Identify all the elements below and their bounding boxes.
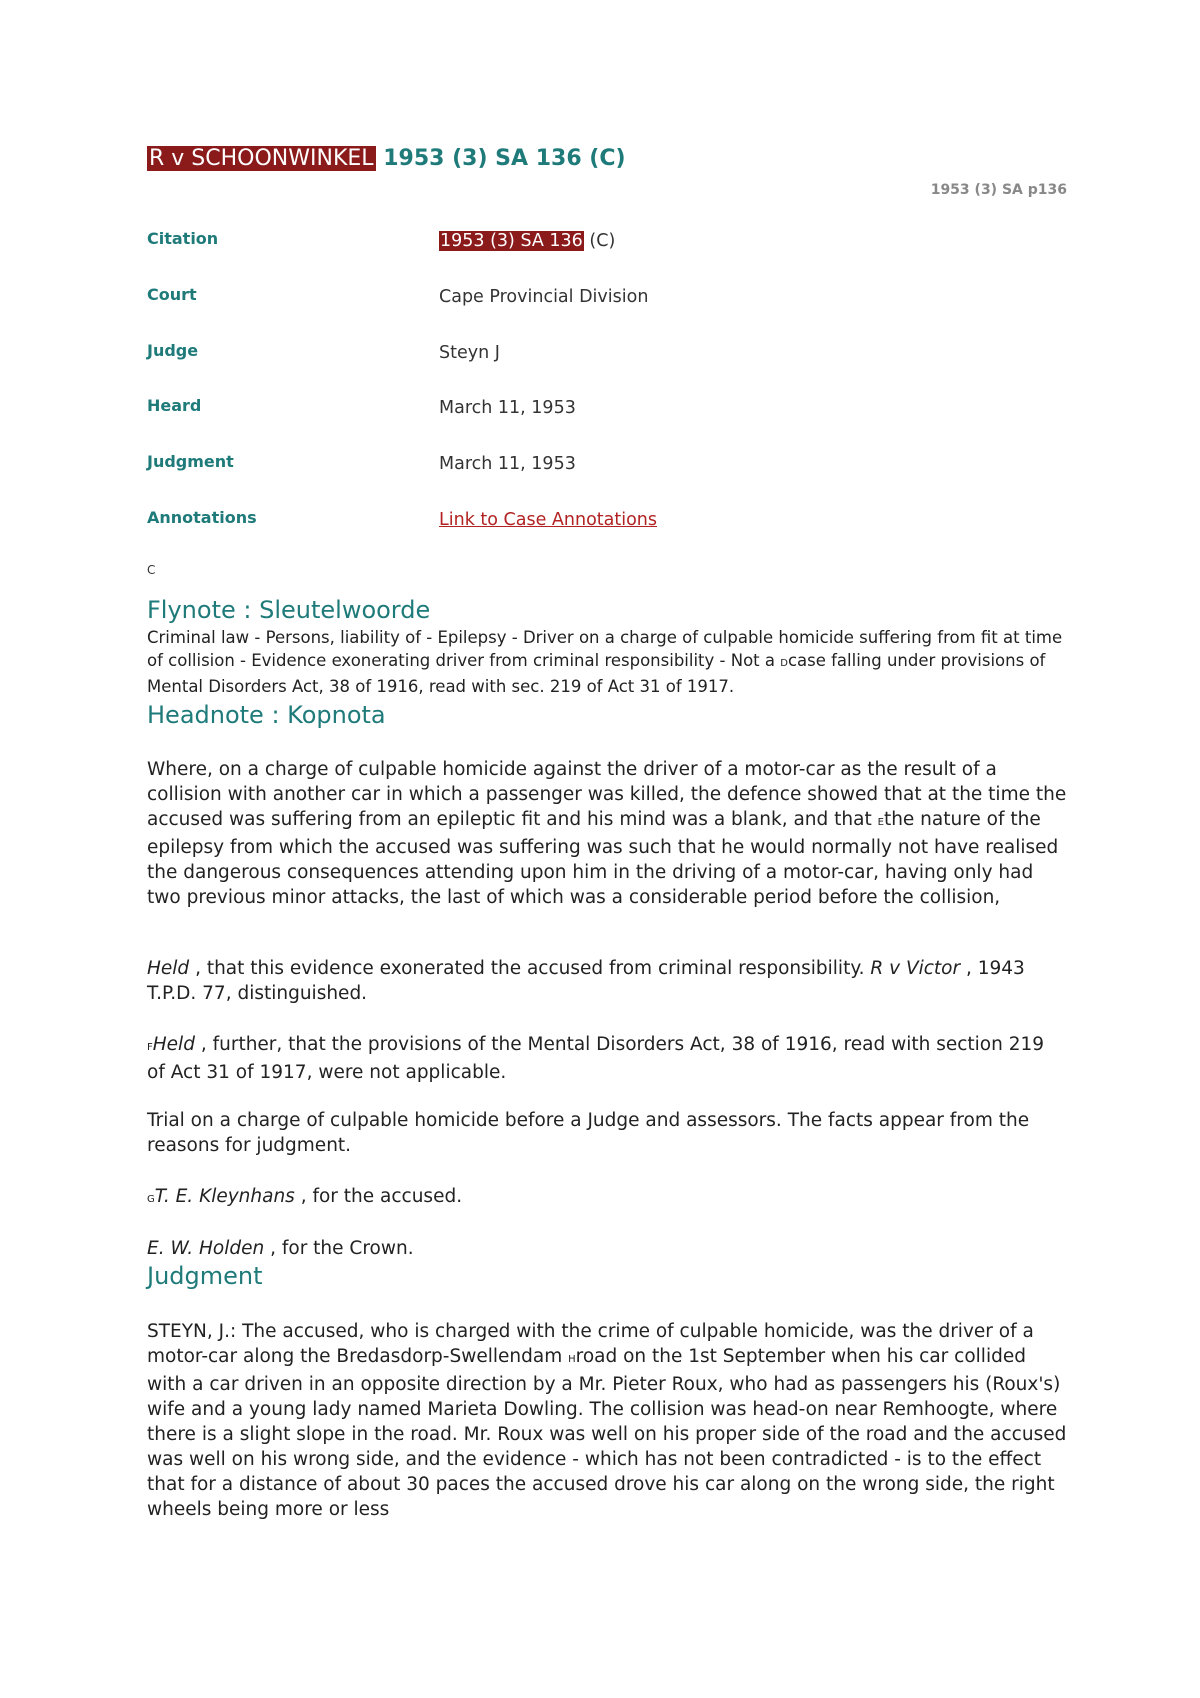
meta-row-judgment — [147, 452, 1067, 482]
page-reference: 1953 (3) SA p136 — [930, 182, 1067, 198]
judgment-heading: Judgment — [147, 1262, 263, 1290]
case-title — [147, 146, 626, 171]
case-citation: 1953 (3) SA 136 (C) — [375, 146, 626, 171]
margin-marker-h: H — [568, 1354, 576, 1365]
counsel-crown-italic: E. W. Holden — [147, 1238, 265, 1259]
judgment-text-a: STEYN, J.: The accused, who is charged with the crime of culpable homicide, was the driver of a motor-car along the Bredasdorp-Swellendam — [147, 1321, 1034, 1367]
annotations-label: Annotations — [147, 508, 257, 527]
meta-row-judge — [147, 341, 1067, 371]
headnote-p3-a: , further, that the provisions of the Mental Disorders Act, 38 of 1916, read with section 219 of Act 31 of 1917, were not applicable. — [147, 1034, 1045, 1083]
headnote-paragraph-1 — [147, 757, 1067, 910]
judgment-text-b: road on the 1st September when his car collided with a car driven in an opposite direction by a Mr. Pieter Roux, who had as passengers his (Roux's) wife and a young lady named Marieta Dowling. The collision was head-on near Remhoogte, where there is a slight slope in the road. Mr. Roux was well on his proper side of the road and the accused was well on his wrong side, and the evidence - which has not been contradicted - is to the effect that for a distance of about 30 paces the accused drove his car along on the wrong side, the right wheels being more or less — [147, 1346, 1067, 1520]
judge-label: Judge — [147, 341, 199, 360]
citation-value — [439, 231, 615, 251]
headnote-heading: Headnote : Kopnota — [147, 701, 386, 729]
heard-label: Heard — [147, 396, 202, 415]
headnote-p2-a: , that this evidence exonerated the accused from criminal responsibility. — [189, 958, 871, 979]
headnote-paragraph-3 — [147, 1032, 1067, 1085]
meta-row-citation — [147, 229, 1067, 259]
heard-value: March 11, 1953 — [439, 398, 576, 418]
margin-marker-c: C — [147, 563, 156, 577]
meta-row-court — [147, 285, 1067, 315]
headnote-p6-a: , for the Crown. — [264, 1238, 414, 1259]
held-italic: Held — [147, 958, 190, 979]
citation-label: Citation — [147, 229, 219, 248]
margin-marker-g: G — [147, 1194, 155, 1205]
annotations-value — [439, 510, 657, 530]
counsel-accused-italic: T. E. Kleynhans — [154, 1186, 295, 1207]
court-value: Cape Provincial Division — [439, 287, 649, 307]
flynote-heading: Flynote : Sleutelwoorde — [147, 596, 431, 624]
flynote-text-a: Criminal law - Persons, liability of - Epilepsy - Driver on a charge of culpable homicide suffering from fit at time of collision - Evidence exonerating driver from criminal responsibility - Not a — [147, 628, 1063, 670]
held-further-italic: Held — [152, 1034, 195, 1055]
headnote-p1-a: Where, on a charge of culpable homicide against the driver of a motor-car as the result of a collision with another car in which a passenger was killed, the defence showed that at the time the accused was suffering from an epileptic fit and his mind was a blank, and that — [147, 759, 1067, 830]
judgment-value: March 11, 1953 — [439, 454, 576, 474]
headnote-paragraph-2 — [147, 956, 1067, 1006]
headnote-p5-a: , for the accused. — [294, 1186, 463, 1207]
margin-marker-f: F — [147, 1042, 153, 1053]
headnote-paragraph-6 — [147, 1236, 1067, 1261]
headnote-paragraph-4: Trial on a charge of culpable homicide before a Judge and assessors. The facts appear from the reasons for judgment. — [147, 1110, 1030, 1156]
court-label: Court — [147, 285, 197, 304]
judgment-label: Judgment — [147, 452, 234, 471]
headnote-paragraph-5 — [147, 1184, 1067, 1212]
headnote-p1-b: the nature of the epilepsy from which the accused was suffering was such that he would normally not have realised the dangerous consequences attending upon him in the driving of a motor-car, having only had two previous minor attacks, the last of which was a considerable period before the collision, — [147, 809, 1059, 908]
flynote-text-b: case falling under provisions of Mental Disorders Act, 38 of 1916, read with sec. 219 of Act 31 of 1917. — [147, 651, 1046, 696]
case-annotations-link[interactable]: Link to Case Annotations — [439, 510, 658, 530]
margin-marker-d: D — [780, 658, 788, 669]
case-ref-italic: R v Victor — [870, 958, 961, 979]
case-name-highlight: R v SCHOONWINKEL — [149, 146, 374, 171]
judge-value: Steyn J — [439, 343, 500, 363]
meta-row-annotations — [147, 508, 1067, 538]
meta-row-heard — [147, 396, 1067, 426]
citation-highlight: 1953 (3) SA 136 — [440, 231, 583, 251]
flynote-text — [147, 626, 1072, 698]
headnote-p2-b: , 1943 T.P.D. 77, distinguished. — [147, 958, 1025, 1004]
citation-suffix: (C) — [583, 231, 616, 251]
margin-marker-e: E — [877, 817, 884, 828]
judgment-paragraph — [147, 1319, 1067, 1522]
